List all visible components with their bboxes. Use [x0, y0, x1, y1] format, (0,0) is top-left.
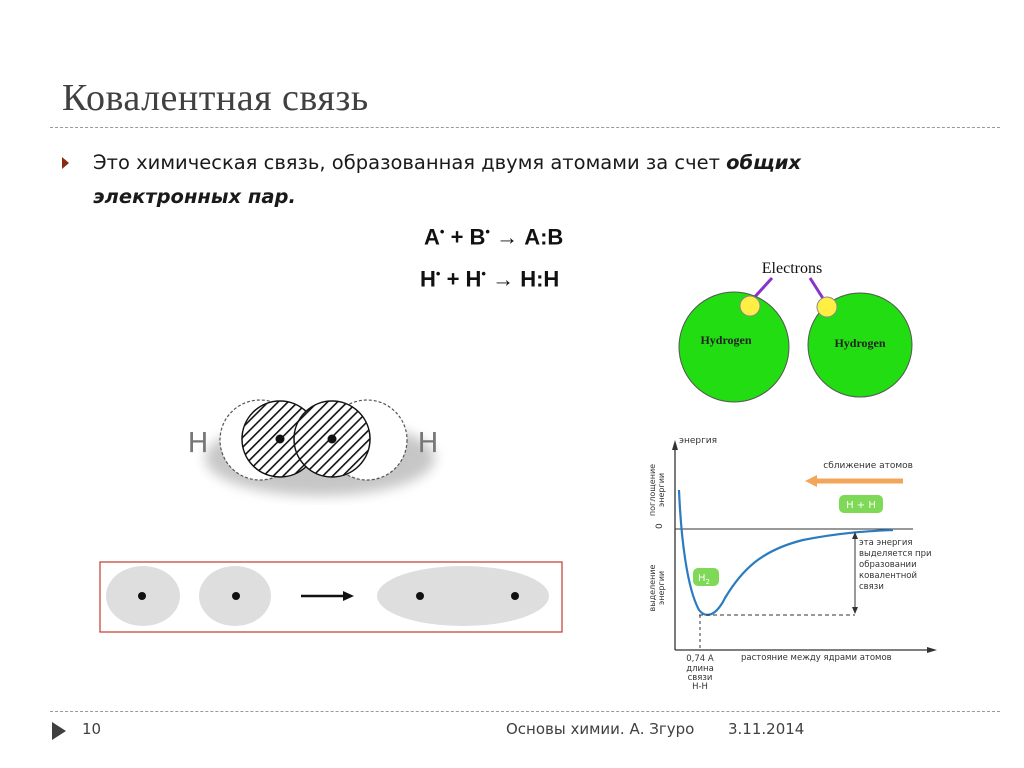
footer-arrow-icon — [52, 722, 66, 740]
eq1-arrow: → — [489, 224, 525, 250]
svg-text:эта энергия: эта энергия — [859, 538, 913, 548]
definition-emphasis: общих электронных пар. — [93, 151, 801, 208]
eq1-dot-a: • — [439, 224, 445, 239]
eq2-atom-a: H — [420, 266, 436, 292]
lower-axis-label — [648, 564, 666, 611]
merging-atoms-figure — [99, 561, 563, 633]
energy-axis-title: энергия — [679, 436, 718, 446]
molecule-nucleus-left — [416, 592, 424, 600]
eq1-result: A:B — [524, 224, 564, 250]
eq2-plus: + — [440, 266, 466, 292]
zero-label: 0 — [655, 523, 665, 529]
definition-text — [93, 146, 953, 214]
approach-label: сближение атомов — [823, 461, 913, 471]
eq1-atom-b: B — [469, 224, 486, 250]
footer-date: 3.11.2014 — [728, 720, 805, 738]
hydrogen-label-left: Hydrogen — [700, 333, 752, 347]
svg-text:выделение: выделение — [648, 564, 657, 612]
eq2-atom-b: H — [465, 266, 482, 292]
bullet-arrow-icon — [62, 157, 69, 169]
eq2-dot-b: • — [481, 266, 486, 281]
svg-text:связи: связи — [859, 582, 884, 592]
svg-text:0,74 A: 0,74 A — [686, 654, 714, 664]
equation-general — [424, 224, 563, 250]
nucleus-right — [328, 435, 337, 444]
energy-diagram — [643, 428, 943, 690]
atom-nucleus-right — [232, 592, 240, 600]
svg-text:H-H: H-H — [692, 682, 708, 690]
eq1-atom-a: A — [424, 224, 440, 250]
svg-text:энергии: энергии — [657, 472, 666, 508]
eq1-dot-b: • — [485, 224, 490, 239]
orbital-label-left: H — [187, 426, 209, 459]
equation-hydrogen — [420, 266, 559, 292]
h2-label: $H_2$ — [698, 573, 710, 586]
hh-label: H + H — [846, 500, 876, 511]
molecule-cloud — [377, 566, 549, 626]
svg-text:длина: длина — [686, 664, 714, 674]
x-axis-label: растояние между ядрами атомов — [741, 653, 892, 663]
svg-text:связи: связи — [687, 673, 713, 683]
hydrogen-atom-left — [679, 292, 789, 402]
hydrogen-atoms-figure — [672, 254, 922, 404]
definition-main: Это химическая связь, образованная двумя атомами за счет — [93, 151, 727, 174]
molecule-nucleus-right — [511, 592, 519, 600]
electron-right — [817, 297, 837, 317]
footer-author: Основы химии. А. Згуро — [506, 720, 695, 738]
eq2-arrow: → — [485, 266, 521, 292]
svg-text:ковалентной: ковалентной — [859, 571, 918, 581]
atom-nucleus-left — [138, 592, 146, 600]
hydrogen-label-right: Hydrogen — [834, 336, 886, 350]
footer-divider — [50, 711, 1000, 712]
electrons-label-text: Electrons — [761, 260, 823, 277]
svg-text:образовании: образовании — [859, 560, 917, 570]
slide-title: Ковалентная связь — [62, 77, 369, 119]
electron-left — [740, 296, 760, 316]
electron-link-right — [810, 278, 824, 300]
nucleus-left — [276, 435, 285, 444]
eq2-dot-a: • — [435, 266, 441, 281]
svg-text:поглощение: поглощение — [648, 463, 657, 517]
eq2-result: H:H — [520, 266, 560, 292]
page-number: 10 — [82, 720, 102, 738]
orbital-overlap-figure — [180, 390, 450, 505]
svg-text:выделяется при: выделяется при — [859, 549, 932, 559]
svg-text:энергии: энергии — [657, 570, 666, 606]
eq1-plus: + — [444, 224, 470, 250]
orbital-label-right: H — [417, 426, 439, 459]
title-divider — [50, 127, 1000, 128]
